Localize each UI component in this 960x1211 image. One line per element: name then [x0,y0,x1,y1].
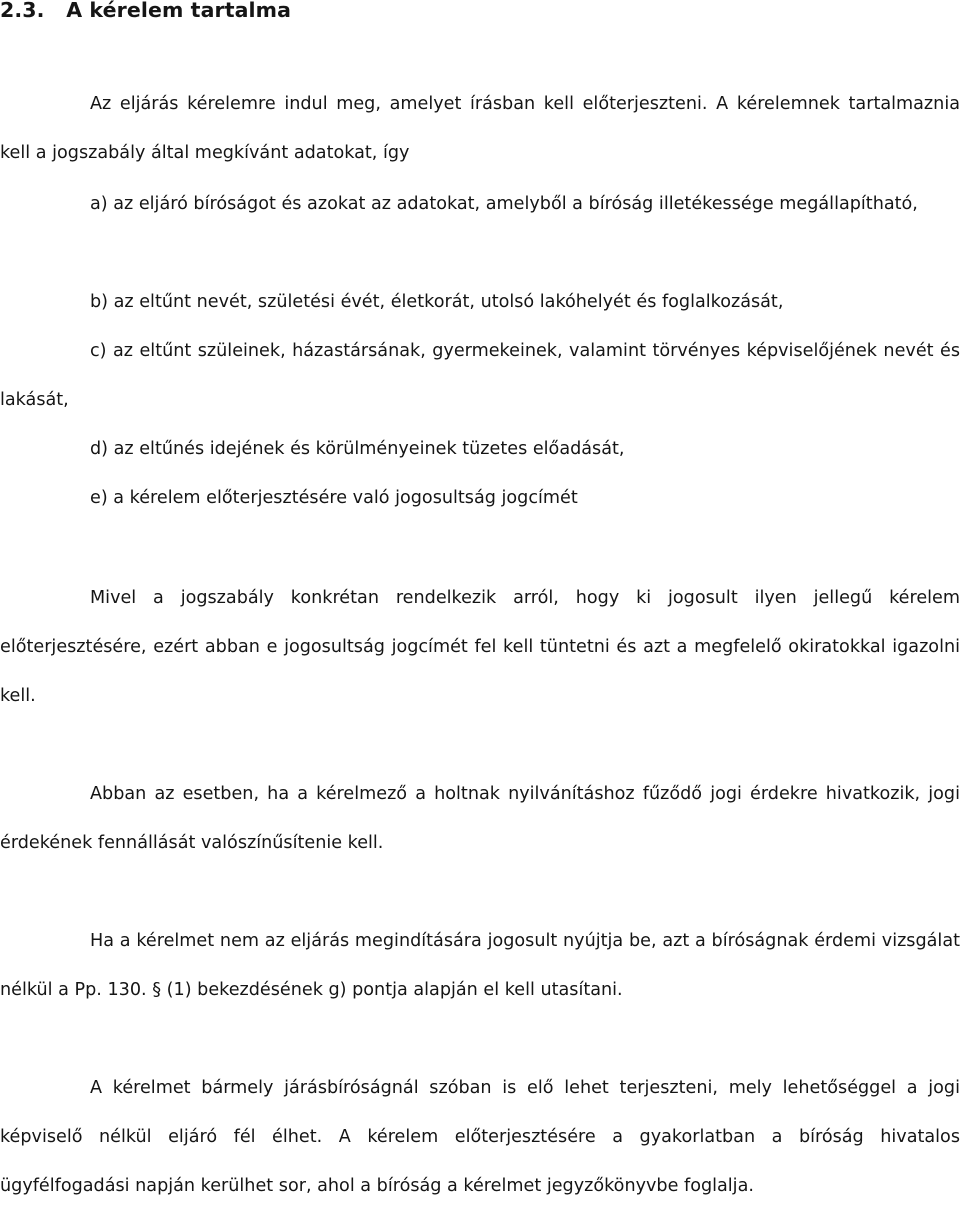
legal-interest-paragraph: Abban az esetben, ha a kérelmező a holtnak nyilvánításhoz fűződő jogi érdekre hivatkozik, jogi érdekének fennállását valószínűsítenie kell. [0,784,960,853]
section-heading [0,0,291,27]
list-item-b: b) az eltűnt nevét, születési évét, életkorát, utolsó lakóhelyét és foglalkozását, [90,292,784,312]
entitlement-paragraph: Mivel a jogszabály konkrétan rendelkezik arról, hogy ki jogosult ilyen jellegű kérelem előterjesztésére, ezért abban e jogosultság jogcímét fel kell tüntetni és azt a megfelelő okiratokkal igazolni kell. [0,588,960,706]
list-item-a: a) az eljáró bíróságot és azokat az adatokat, amelyből a bíróság illetékessége megállapítható, [90,194,918,214]
list-item-d: d) az eltűnés idejének és körülményeinek tüzetes előadását, [90,439,625,459]
list-item-c: c) az eltűnt szüleinek, házastársának, gyermekeinek, valamint törvényes képviselőjének nevét és lakását, [0,341,960,410]
rejection-paragraph: Ha a kérelmet nem az eljárás megindítására jogosult nyújtja be, azt a bíróságnak érdemi vizsgálat nélkül a Pp. 130. § (1) bekezdésének g) pontja alapján el kell utasítani. [0,931,960,1000]
list-item-e: e) a kérelem előterjesztésére való jogosultság jogcímét [90,488,578,508]
oral-submission-paragraph: A kérelmet bármely járásbíróságnál szóban is elő lehet terjeszteni, mely lehetőséggel a jogi képviselő nélkül eljáró fél élhet. A kérelem előterjesztésére a gyakorlatban a bíróság hivatalos ügyfélfogadási napján kerülhet sor, ahol a bíróság a kérelmet jegyzőkönyvbe foglalja. [0,1078,960,1196]
section-number: 2.3. [0,0,45,22]
section-title: A kérelem tartalma [66,0,292,22]
intro-paragraph: Az eljárás kérelemre indul meg, amelyet írásban kell előterjeszteni. A kérelemnek tartalmaznia kell a jogszabály által megkívánt adatokat, így [0,94,960,163]
